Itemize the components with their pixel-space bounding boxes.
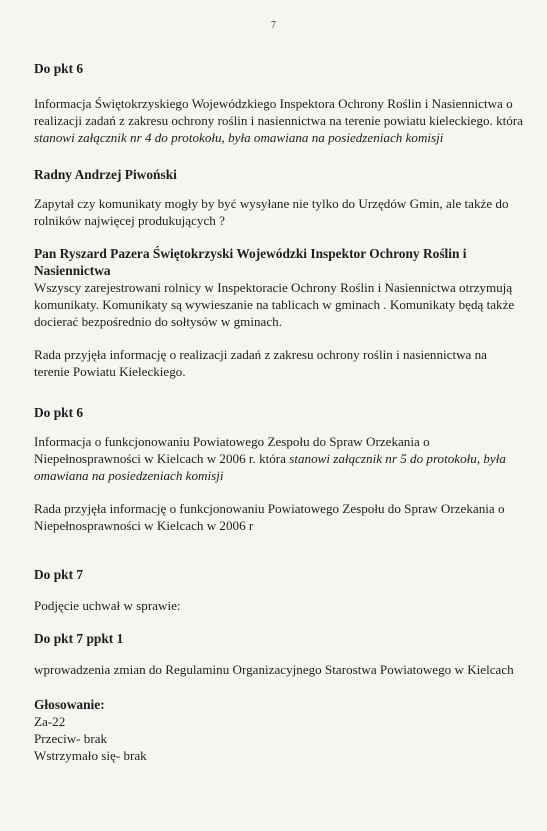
section-heading: Do pkt 7 [34, 567, 84, 582]
resolution-paragraph: Rada przyjęła informację o funkcjonowaniu Powiatowego Zespołu do Spraw Orzekania o Niepełnosprawności w Kielcach w 2006 r [34, 501, 505, 533]
section-heading: Do pkt 7 ppkt 1 [34, 631, 124, 646]
paragraph-text: Informacja o funkcjonowaniu Powiatowego Zespołu do Spraw Orzekania o Niepełnosprawności w Kielcach w 2006 r. która [34, 434, 430, 466]
page-number: 7 [271, 20, 276, 31]
section-paragraph: wprowadzenia zmian do Regulaminu Organizacyjnego Starostwa Powiatowego w Kielcach [34, 662, 514, 677]
section-heading: Do pkt 6 [34, 61, 84, 76]
paragraph-italic-text: stanowi załącznik nr 4 do protokołu, była omawiana na posiedzeniach komisji [34, 130, 444, 145]
document-body [34, 60, 524, 764]
section-paragraph: Wszyscy zarejestrowani rolnicy w Inspektoracie Ochrony Roślin i Nasiennictwa otrzymują komunikaty. Komunikaty są wywieszanie na tablicach w gminach . Komunikaty będą także docierać bezpośrednio do sołtysów w gminach. [34, 280, 515, 329]
vote-for: Za-22 [34, 714, 66, 729]
voting-heading: Głosowanie: [34, 697, 105, 712]
speaker-heading: Radny Andrzej Piwoński [34, 167, 177, 182]
vote-against: Przeciw- brak [34, 731, 108, 746]
resolution-paragraph: Rada przyjęła informację o realizacji zadań z zakresu ochrony roślin i nasiennictwa na terenie Powiatu Kieleckiego. [34, 347, 487, 379]
section-paragraph [34, 95, 524, 146]
section-paragraph: Zapytał czy komunikaty mogły by być wysyłane nie tylko do Urzędów Gmin, ale także do rolników najwięcej produkujących ? [34, 196, 509, 228]
section-paragraph [34, 433, 524, 484]
speaker-heading: Pan Ryszard Pazera Świętokrzyski Wojewódzki Inspektor Ochrony Roślin i Nasiennictwa [34, 246, 467, 278]
paragraph-italic-text: stanowi załącznik nr 5 do protokołu, była omawiana na posiedzeniach komisji [34, 451, 506, 483]
section-paragraph: Podjęcie uchwał w sprawie: [34, 598, 181, 613]
section-heading: Do pkt 6 [34, 405, 84, 420]
vote-abstained: Wstrzymało się- brak [34, 748, 147, 763]
paragraph-text: Informacja Świętokrzyskiego Wojewódzkiego Inspektora Ochrony Roślin i Nasiennictwa o realizacji zadań z zakresu ochrony roślin i nasiennictwa na terenie powiatu kieleckiego. która [34, 96, 523, 128]
